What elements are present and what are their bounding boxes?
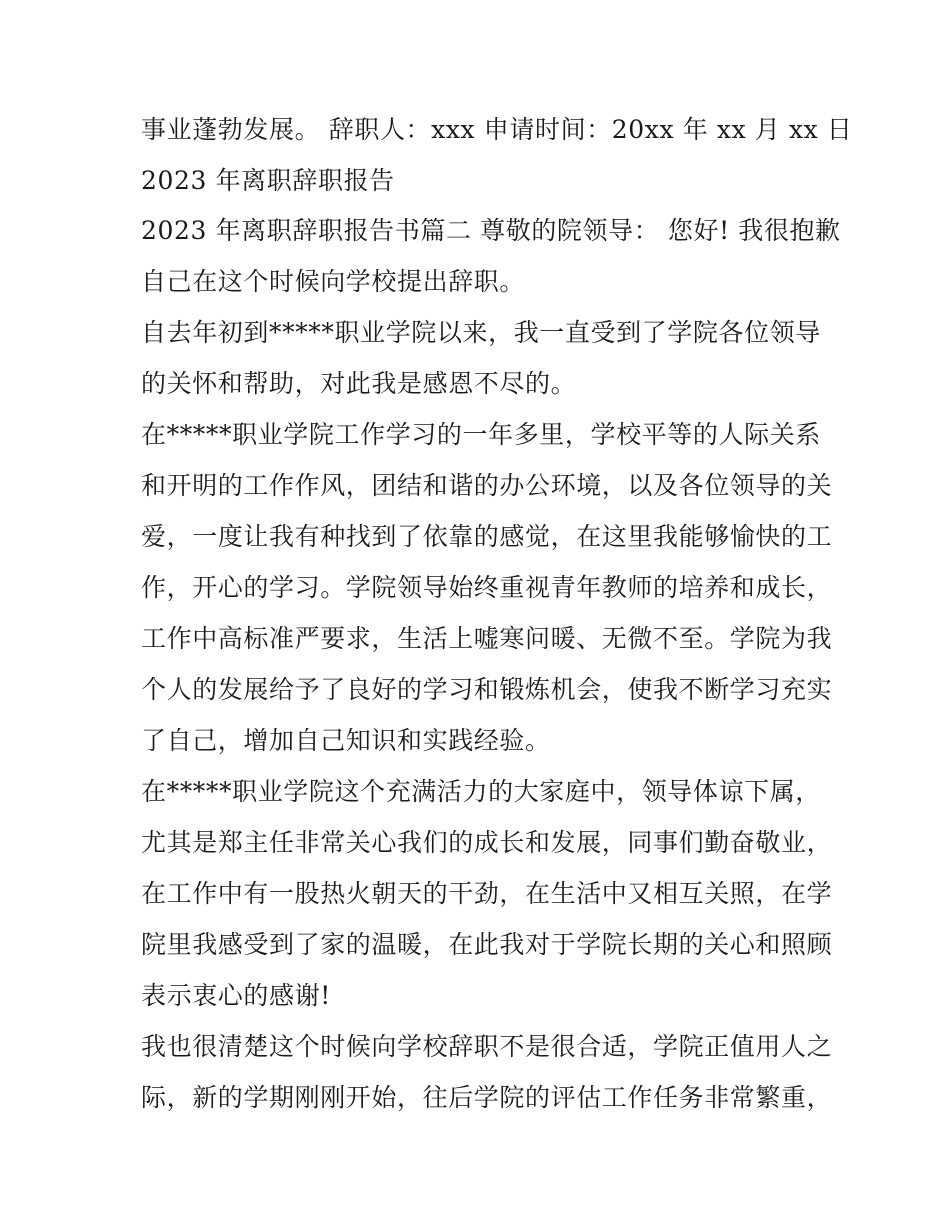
text-line: 了自己，增加自己知识和实践经验。 (141, 726, 551, 755)
text-line: 2023 年离职辞职报告书篇二 尊敬的院领导： 您好! 我很抱歉 (141, 216, 841, 245)
text-line: 的关怀和帮助，对此我是感恩不尽的。 (141, 369, 577, 398)
text-line: 自己在这个时候向学校提出辞职。 (141, 267, 526, 296)
text-line: 院里我感受到了家的温暖，在此我对于学院长期的关心和照顾 (141, 930, 833, 959)
text-line: 2023 年离职辞职报告 (141, 166, 395, 195)
text-line: 表示衷心的感谢! (141, 981, 331, 1010)
text-line: 工作中高标准严要求，生活上嘘寒问暖、无微不至。学院为我 (141, 624, 833, 653)
text-line: 在工作中有一股热火朝天的干劲，在生活中又相互关照，在学 (141, 879, 833, 908)
text-line: 个人的发展给予了良好的学习和锻炼机会，使我不断学习充实 (141, 675, 833, 704)
text-line: 在*****职业学院这个充满活力的大家庭中，领导体谅下属， (141, 777, 821, 806)
text-line: 作，开心的学习。学院领导始终重视青年教师的培养和成长， (141, 573, 833, 602)
text-line: 爱，一度让我有种找到了依靠的感觉，在这里我能够愉快的工 (141, 522, 833, 551)
text-line: 事业蓬勃发展。 辞职人：xxx 申请时间：20xx 年 xx 月 xx 日 (141, 115, 853, 144)
text-line: 尤其是郑主任非常关心我们的成长和发展，同事们勤奋敬业， (141, 828, 833, 857)
text-line: 我也很清楚这个时候向学校辞职不是很合适，学院正值用人之 (141, 1032, 833, 1061)
text-line: 和开明的工作作风，团结和谐的办公环境，以及各位领导的关 (141, 471, 833, 500)
text-line: 际，新的学期刚刚开始，往后学院的评估工作任务非常繁重， (141, 1083, 833, 1112)
text-line: 自去年初到*****职业学院以来，我一直受到了学院各位领导 (141, 318, 821, 347)
text-line: 在*****职业学院工作学习的一年多里，学校平等的人际关系 (141, 420, 821, 449)
